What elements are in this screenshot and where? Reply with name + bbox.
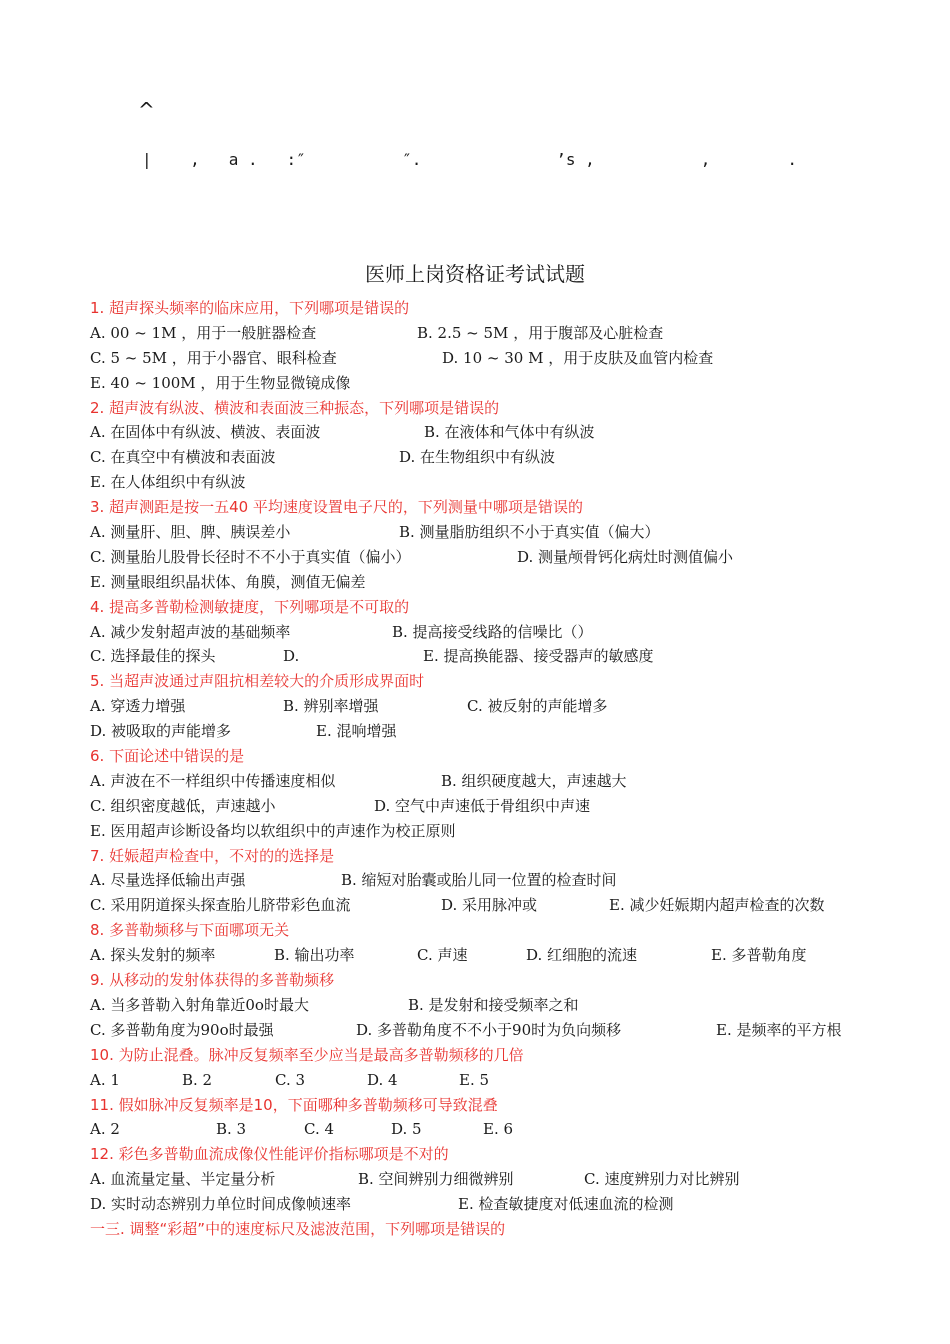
answer-option: B. 是发射和接受频率之和	[408, 995, 579, 1014]
answer-option: D. 10 ~ 30 M ，用于皮肤及血管内检查	[442, 348, 714, 367]
answer-option: B. 空间辨别力细微辨别	[358, 1170, 514, 1189]
question-stem: 10. 为防止混叠。脉冲反复频率至少应当是最高多普勒频移的几倍	[90, 1045, 524, 1064]
answer-option: B. 2.5 ~ 5M ，用于腹部及心脏检查	[417, 323, 664, 342]
answer-option: D. 多普勒角度不不小于90时为负向频移	[356, 1020, 622, 1039]
answer-option: E. 检查敏捷度对低速血流的检测	[458, 1195, 674, 1214]
answer-option: E. 5	[459, 1070, 490, 1089]
answer-option: A. 血流量定量、半定量分析	[90, 1170, 276, 1189]
answer-option: B. 2	[182, 1070, 213, 1089]
answer-option: B. 提高接受线路的信噪比（）	[392, 622, 593, 641]
option-row	[90, 819, 920, 844]
option-row	[90, 1167, 920, 1192]
option-row	[90, 1068, 920, 1093]
page-title: 医师上岗资格证考试试题	[365, 262, 585, 286]
question-list	[90, 296, 920, 1242]
answer-option: A. 尽量选择低输出声强	[90, 871, 246, 890]
answer-option: C. 采用阴道探头探查胎儿脐带彩色血流	[90, 896, 351, 915]
answer-option: E. 40 ~ 100M ，用于生物显微镜成像	[90, 373, 351, 392]
answer-option: B. 缩短对胎囊或胎儿同一位置的检查时间	[341, 871, 617, 890]
answer-option: B. 3	[216, 1120, 247, 1139]
answer-option: C. 5 ~ 5M ，用于小器官、眼科检查	[90, 348, 337, 367]
answer-option: E. 医用超声诊断设备均以软组织中的声速作为校正原则	[90, 821, 456, 840]
answer-option: D. 被吸取的声能增多	[90, 722, 232, 741]
answer-option: D. 空气中声速低于骨组织中声速	[374, 796, 591, 815]
option-row	[90, 719, 920, 744]
answer-option: D. 采用脉冲或	[441, 896, 538, 915]
option-row	[90, 1018, 920, 1043]
answer-option: E. 提高换能器、接受器声的敏感度	[423, 647, 654, 666]
option-row	[90, 321, 920, 346]
question-stem: 3. 超声测距是按一五40 平均速度设置电子尺的，下列测量中哪项是错误的	[90, 498, 583, 517]
caret-mark: ^	[138, 98, 155, 122]
answer-option: D. 4	[367, 1070, 398, 1089]
option-row	[90, 893, 920, 918]
question-stem: 11. 假如脉冲反复频率是10，下面哪种多普勒频移可导致混叠	[90, 1095, 498, 1114]
answer-option: A. 2	[90, 1120, 120, 1139]
answer-option: B. 组织硬度越大，声速越大	[441, 771, 627, 790]
question-stem: 4. 提高多普勒检测敏捷度，下列哪项是不可取的	[90, 597, 410, 616]
answer-option: A. 在固体中有纵波、横波、表面波	[90, 423, 321, 442]
option-row	[90, 794, 920, 819]
option-row	[90, 644, 920, 669]
answer-option: C. 速度辨别力对比辨别	[584, 1170, 740, 1189]
answer-option: E. 在人体组织中有纵波	[90, 473, 246, 492]
option-row	[90, 694, 920, 719]
question-stem: 12. 彩色多普勒血流成像仪性能评价指标哪项是不对的	[90, 1145, 449, 1164]
answer-option: A. 声波在不一样组织中传播速度相似	[90, 771, 336, 790]
answer-option: E. 减少妊娠期内超声检查的次数	[609, 896, 825, 915]
answer-option: E. 6	[483, 1120, 514, 1139]
option-row	[90, 371, 920, 396]
answer-option: B. 在液体和气体中有纵波	[424, 423, 595, 442]
answer-option: A. 穿透力增强	[90, 697, 186, 716]
answer-option: B. 输出功率	[274, 946, 355, 965]
answer-option: D. 测量颅骨钙化病灶时测值偏小	[517, 547, 734, 566]
question-stem: 6. 下面论述中错误的是	[90, 747, 245, 766]
question-stem: 5. 当超声波通过声阻抗相差较大的介质形成界面时	[90, 672, 425, 691]
option-row	[90, 993, 920, 1018]
option-row	[90, 570, 920, 595]
answer-option: C. 选择最佳的探头	[90, 647, 216, 666]
question-stem: 2. 超声波有纵波、横波和表面波三种振态，下列哪项是错误的	[90, 398, 500, 417]
answer-option: C. 3	[275, 1070, 306, 1089]
answer-option: A. 当多普勒入射角靠近0o时最大	[90, 995, 309, 1014]
answer-option: B. 测量脂肪组织不小于真实值（偏大）	[399, 523, 660, 542]
question-stem: 一三. 调整“彩超”中的速度标尺及滤波范围，下列哪项是错误的	[90, 1219, 506, 1238]
answer-option: C. 被反射的声能增多	[467, 697, 608, 716]
answer-option: A. 探头发射的频率	[90, 946, 216, 965]
answer-option: C. 声速	[417, 946, 468, 965]
answer-option: E. 多普勒角度	[711, 946, 807, 965]
answer-option: E. 是频率的平方根	[716, 1020, 842, 1039]
answer-option: B. 辨别率增强	[283, 697, 379, 716]
question-stem: 8. 多普勒频移与下面哪项无关	[90, 921, 290, 940]
answer-option: D. 5	[391, 1120, 422, 1139]
answer-option: D. 红细胞的流速	[526, 946, 638, 965]
answer-option: C. 在真空中有横波和表面波	[90, 448, 276, 467]
option-row	[90, 620, 920, 645]
option-row	[90, 520, 920, 545]
answer-option: C. 测量胎儿股骨长径时不不小于真实值（偏小）	[90, 547, 411, 566]
option-row	[90, 545, 920, 570]
answer-option: C. 多普勒角度为90o时最强	[90, 1020, 274, 1039]
answer-option: A. 1	[90, 1070, 120, 1089]
answer-option: D. 实时动态辨别力单位时间成像帧速率	[90, 1195, 352, 1214]
option-row	[90, 1117, 920, 1142]
option-row	[90, 769, 920, 794]
answer-option: A. 测量肝、胆、脾、胰误差小	[90, 523, 291, 542]
option-row	[90, 943, 920, 968]
question-stem: 7. 妊娠超声检查中，不对的的选择是	[90, 846, 335, 865]
scan-noise-line: | , a . :″ ″. ’s , , .	[142, 150, 798, 169]
answer-option: A. 减少发射超声波的基础频率	[90, 622, 291, 641]
option-row	[90, 1192, 920, 1217]
answer-option: E. 测量眼组织晶状体、角膜，测值无偏差	[90, 572, 366, 591]
option-row	[90, 470, 920, 495]
option-row	[90, 868, 920, 893]
answer-option: A. 00 ~ 1M ，用于一般脏器检查	[90, 323, 317, 342]
option-row	[90, 346, 920, 371]
answer-option: C. 4	[304, 1120, 335, 1139]
question-stem: 1. 超声探头频率的临床应用，下列哪项是错误的	[90, 299, 410, 317]
option-row	[90, 420, 920, 445]
answer-option: D. 在生物组织中有纵波	[399, 448, 556, 467]
option-row	[90, 445, 920, 470]
answer-option: C. 组织密度越低，声速越小	[90, 796, 276, 815]
question-stem: 9. 从移动的发射体获得的多普勒频移	[90, 971, 335, 990]
answer-option: D.	[283, 647, 300, 666]
answer-option: E. 混响增强	[316, 722, 397, 741]
